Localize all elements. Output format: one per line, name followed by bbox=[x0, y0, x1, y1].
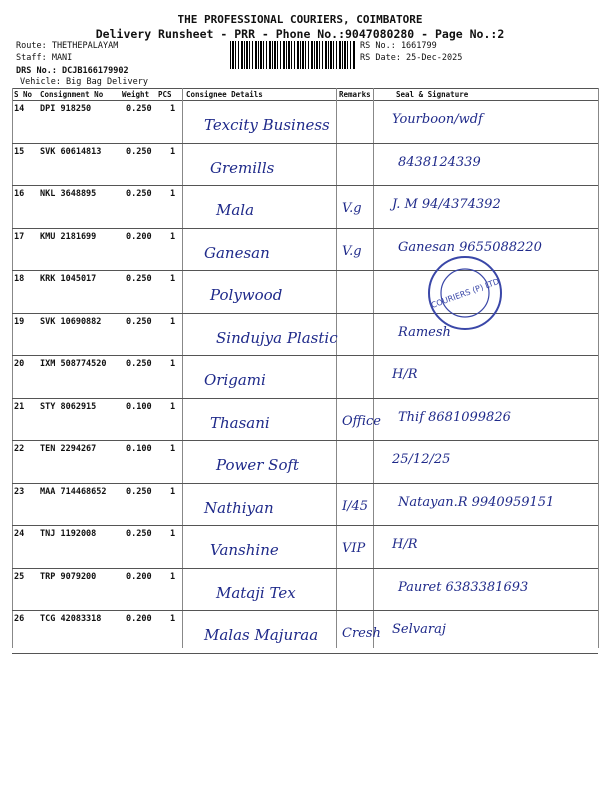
row-divider bbox=[12, 568, 598, 569]
row-serial-no: 15 bbox=[14, 146, 25, 157]
col-header-weight: Weight bbox=[122, 90, 150, 99]
barcode bbox=[230, 41, 356, 69]
row-consignee-handwritten: Sindujya Plastic bbox=[216, 328, 338, 347]
table-top-border bbox=[12, 88, 598, 89]
col-divider bbox=[336, 88, 337, 648]
row-consignment-no: IXM 508774520 bbox=[40, 359, 107, 369]
row-weight: 0.100 bbox=[126, 401, 152, 412]
col-header-sno: S No bbox=[14, 90, 33, 99]
rs-date: RS Date: 25-Dec-2025 bbox=[360, 53, 463, 63]
row-remarks-handwritten: I/45 bbox=[342, 498, 369, 514]
row-serial-no: 19 bbox=[14, 316, 25, 327]
row-consignment-no: KRK 1045017 bbox=[40, 274, 97, 284]
row-pcs: 1 bbox=[170, 571, 176, 582]
row-divider bbox=[12, 398, 598, 399]
col-header-consignment: Consignment No bbox=[40, 90, 104, 99]
row-consignee-handwritten: Origami bbox=[204, 371, 266, 389]
row-pcs: 1 bbox=[170, 316, 176, 327]
row-divider bbox=[12, 355, 598, 356]
row-serial-no: 17 bbox=[14, 231, 25, 242]
row-weight: 0.250 bbox=[126, 316, 152, 327]
row-consignee-handwritten: Malas Majuraa bbox=[204, 626, 319, 644]
row-weight: 0.250 bbox=[126, 189, 152, 199]
row-consignee-handwritten: Vanshine bbox=[210, 541, 279, 559]
row-serial-no: 25 bbox=[14, 571, 25, 582]
row-pcs: 1 bbox=[170, 359, 176, 369]
row-divider bbox=[12, 525, 598, 526]
row-pcs: 1 bbox=[170, 146, 176, 157]
row-remarks-handwritten: VIP bbox=[342, 541, 366, 556]
row-consignee-handwritten: Power Soft bbox=[216, 456, 300, 474]
row-consignment-no: TEN 2294267 bbox=[40, 444, 97, 454]
row-serial-no: 18 bbox=[14, 274, 25, 284]
row-weight: 0.200 bbox=[126, 231, 152, 242]
row-divider bbox=[12, 313, 598, 314]
row-serial-no: 26 bbox=[14, 614, 25, 624]
row-weight: 0.250 bbox=[126, 146, 152, 157]
row-serial-no: 22 bbox=[14, 444, 25, 454]
row-signature-handwritten: H/R bbox=[392, 537, 418, 552]
row-consignee-handwritten: Ganesan bbox=[204, 243, 270, 262]
row-consignee-handwritten: Polywood bbox=[210, 286, 283, 304]
vehicle-label: Vehicle: Big Bag Delivery bbox=[20, 77, 148, 87]
row-signature-handwritten: J. M 94/4374392 bbox=[392, 197, 501, 212]
col-header-pcs: PCS bbox=[158, 90, 172, 99]
row-serial-no: 21 bbox=[14, 401, 25, 412]
row-consignment-no: MAA 714468652 bbox=[40, 486, 107, 497]
row-pcs: 1 bbox=[170, 614, 176, 624]
row-consignee-handwritten: Gremills bbox=[210, 158, 275, 177]
row-signature-handwritten: H/R bbox=[392, 367, 418, 382]
row-divider bbox=[12, 440, 598, 441]
row-weight: 0.250 bbox=[126, 359, 152, 369]
col-divider bbox=[373, 88, 374, 648]
row-divider bbox=[12, 483, 598, 484]
row-serial-no: 20 bbox=[14, 359, 25, 369]
row-pcs: 1 bbox=[170, 104, 176, 114]
row-consignment-no: STY 8062915 bbox=[40, 401, 97, 412]
row-divider bbox=[12, 610, 598, 611]
row-signature-handwritten: Yourboon/wdf bbox=[392, 112, 483, 127]
row-consignment-no: TNJ 1192008 bbox=[40, 529, 97, 539]
company-title: THE PROFESSIONAL COURIERS, COIMBATORE bbox=[177, 13, 423, 26]
row-consignment-no: KMU 2181699 bbox=[40, 231, 97, 242]
row-pcs: 1 bbox=[170, 401, 176, 412]
row-pcs: 1 bbox=[170, 274, 176, 284]
row-serial-no: 24 bbox=[14, 529, 25, 539]
route-label: Route: THETHEPALAYAM bbox=[16, 41, 119, 51]
row-signature-handwritten: Ganesan 9655088220 bbox=[398, 239, 542, 255]
row-consignee-handwritten: Mataji Tex bbox=[216, 583, 296, 602]
row-consignee-handwritten: Thasani bbox=[210, 413, 270, 432]
row-remarks-handwritten: V.g bbox=[342, 201, 362, 216]
col-divider bbox=[598, 88, 599, 648]
col-header-consignee: Consignee Details bbox=[186, 90, 263, 99]
row-divider bbox=[12, 653, 598, 654]
row-signature-handwritten: Thif 8681099826 bbox=[398, 409, 511, 425]
row-consignee-handwritten: Nathiyan bbox=[204, 498, 274, 517]
row-weight: 0.250 bbox=[126, 486, 152, 497]
row-weight: 0.250 bbox=[126, 274, 152, 284]
row-weight: 0.200 bbox=[126, 614, 152, 624]
row-signature-handwritten: Pauret 6383381693 bbox=[398, 579, 529, 595]
row-pcs: 1 bbox=[170, 444, 176, 454]
company-seal-stamp bbox=[425, 253, 505, 333]
row-divider bbox=[12, 143, 598, 144]
row-weight: 0.200 bbox=[126, 571, 152, 582]
row-consignment-no: SVK 10690882 bbox=[40, 316, 102, 327]
row-pcs: 1 bbox=[170, 486, 176, 497]
table-header-border bbox=[12, 100, 598, 101]
row-consignee-handwritten: Texcity Business bbox=[204, 116, 330, 134]
row-remarks-handwritten: V.g bbox=[342, 243, 362, 259]
staff-label: Staff: MANI bbox=[16, 53, 73, 63]
row-pcs: 1 bbox=[170, 231, 176, 242]
row-signature-handwritten: 25/12/25 bbox=[392, 452, 451, 467]
col-header-remarks: Remarks bbox=[339, 90, 371, 99]
row-divider bbox=[12, 270, 598, 271]
drs-label: DRS No.: DCJB166179902 bbox=[16, 66, 129, 76]
row-signature-handwritten: Ramesh bbox=[398, 324, 451, 340]
row-serial-no: 16 bbox=[14, 189, 25, 199]
row-weight: 0.250 bbox=[126, 104, 152, 114]
runsheet-subtitle: Delivery Runsheet - PRR - Phone No.:9047080280 - Page No.:2 bbox=[95, 27, 505, 41]
row-remarks-handwritten: Office bbox=[342, 413, 381, 429]
row-signature-handwritten: Natayan.R 9940959151 bbox=[398, 494, 555, 510]
row-serial-no: 14 bbox=[14, 104, 25, 114]
row-weight: 0.100 bbox=[126, 444, 152, 454]
col-divider bbox=[12, 88, 13, 648]
row-consignee-handwritten: Mala bbox=[216, 201, 255, 219]
row-consignment-no: TCG 42083318 bbox=[40, 614, 102, 624]
col-header-seal-signature: Seal & Signature bbox=[396, 90, 469, 99]
row-divider bbox=[12, 228, 598, 229]
row-consignment-no: NKL 3648895 bbox=[40, 189, 97, 199]
row-pcs: 1 bbox=[170, 529, 176, 539]
row-consignment-no: SVK 60614813 bbox=[40, 146, 102, 157]
row-remarks-handwritten: Cresh bbox=[342, 626, 381, 641]
row-serial-no: 23 bbox=[14, 486, 25, 497]
col-divider bbox=[182, 88, 183, 648]
row-signature-handwritten: 8438124339 bbox=[398, 154, 481, 170]
row-pcs: 1 bbox=[170, 189, 176, 199]
stamp-text: COURIERS (P) LTD bbox=[429, 276, 501, 310]
row-consignment-no: TRP 9079200 bbox=[40, 571, 97, 582]
row-consignment-no: DPI 918250 bbox=[40, 104, 92, 114]
row-divider bbox=[12, 185, 598, 186]
row-weight: 0.250 bbox=[126, 529, 152, 539]
rs-number: RS No.: 1661799 bbox=[360, 41, 437, 51]
row-signature-handwritten: Selvaraj bbox=[392, 622, 446, 637]
